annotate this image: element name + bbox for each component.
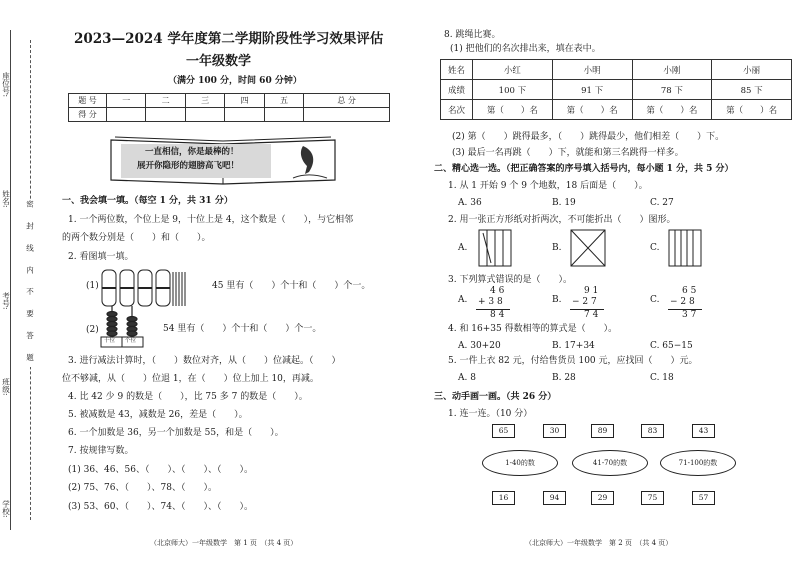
range-oval: 1-40的数 bbox=[482, 450, 558, 476]
question-8-3: (3) 最后一名再跳（ ）下，就能和第三名跳得一样多。 bbox=[452, 148, 684, 158]
rank-cell: 成绩 bbox=[441, 80, 473, 100]
choice-1-b: B. 19 bbox=[552, 198, 576, 208]
question-8-1: (1) 把他们的名次排出来，填在表中。 bbox=[450, 44, 601, 54]
rank-row-names bbox=[441, 60, 792, 80]
choice-4: 4. 和 16+35 得数相等的算式是（ ）。 bbox=[448, 324, 618, 334]
rank-cell: 小红 bbox=[473, 60, 553, 80]
calc-c-line1: 6 5 bbox=[682, 286, 697, 296]
q2-2-text: 54 里有（ ）个十和（ ）个一。 bbox=[163, 324, 322, 334]
number-box: 65 bbox=[492, 424, 515, 438]
rank-cell: 第（ ）名 bbox=[473, 100, 553, 120]
jump-rope-table bbox=[440, 59, 792, 120]
choice-2-c: C. bbox=[650, 243, 660, 253]
seat-label: 座位号: bbox=[1, 72, 11, 98]
section-3-title: 三、动手画一画。（共 26 分） bbox=[434, 392, 557, 402]
score-cell: 三 bbox=[185, 94, 224, 108]
name-label: 姓名: bbox=[1, 190, 11, 208]
section-1-title: 一、我会填一填。（每空 1 分，共 31 分） bbox=[62, 196, 233, 206]
rank-cell: 姓名 bbox=[441, 60, 473, 80]
question-1a: 1. 一个两位数，个位上是 9，十位上是 4，这个数是（ ），与它相邻 bbox=[68, 215, 354, 225]
q2-1-text: 45 里有（ ）个十和（ ）个一。 bbox=[212, 281, 371, 291]
seal-line-text: 密 封 线 内 不 要 答 题 bbox=[25, 200, 35, 367]
folded-x-diagram-b bbox=[570, 229, 606, 267]
score-cell bbox=[304, 108, 390, 122]
score-cell: 二 bbox=[146, 94, 185, 108]
score-value-row bbox=[69, 108, 390, 122]
number-box: 94 bbox=[543, 491, 566, 505]
banner-line-2: 展开你隐形的翅膀高飞吧！ bbox=[137, 161, 240, 171]
score-cell bbox=[146, 108, 185, 122]
rank-row-ranks bbox=[441, 100, 792, 120]
choice-3-b-label: B. bbox=[552, 295, 562, 305]
choice-3-c-label: C. bbox=[650, 295, 660, 305]
question-8-2: (2) 第（ ）跳得最多，（ ）跳得最少，他们相差（ ）下。 bbox=[452, 132, 725, 142]
choice-5-b: B. 28 bbox=[552, 373, 576, 383]
choice-5-c: C. 18 bbox=[650, 373, 674, 383]
choice-2-a: A. bbox=[458, 243, 468, 253]
q2-1-label: (1) bbox=[86, 281, 99, 291]
number-box: 75 bbox=[641, 491, 664, 505]
section-2-title: 二、精心选一选。（把正确答案的序号填入括号内，每小题 1 分，共 5 分） bbox=[434, 164, 734, 174]
rank-cell: 85 下 bbox=[712, 80, 792, 100]
score-cell bbox=[107, 108, 146, 122]
school-label: 学校: bbox=[1, 500, 11, 518]
score-cell: 四 bbox=[225, 94, 264, 108]
choice-2: 2. 用一张正方形纸对折两次，不可能折出（ ）图形。 bbox=[448, 215, 676, 225]
choice-4-c: C. 65−15 bbox=[650, 341, 693, 351]
banner-line-1: 一直相信，你是最棒的！ bbox=[145, 147, 239, 157]
choice-1: 1. 从 1 开始 9 个 9 个地数，18 后面是（ ）。 bbox=[448, 181, 648, 191]
exam-subtitle: 一年级数学 bbox=[186, 54, 252, 69]
choice-2-b: B. bbox=[552, 243, 562, 253]
question-4: 4. 比 42 少 9 的数是（ ），比 75 多 7 的数是（ ）。 bbox=[68, 392, 308, 402]
number-box: 43 bbox=[692, 424, 715, 438]
score-cell bbox=[264, 108, 303, 122]
question-8: 8. 跳绳比赛。 bbox=[444, 30, 501, 40]
question-3a: 3. 进行减法计算时，（ ）数位对齐，从（ ）位减起。（ ） bbox=[68, 356, 341, 366]
binding-margin bbox=[0, 0, 46, 561]
calc-b-line1: 9 1 bbox=[584, 286, 599, 296]
number-box: 30 bbox=[543, 424, 566, 438]
folded-strips-diagram-c bbox=[668, 229, 702, 267]
rank-cell: 第（ ）名 bbox=[712, 100, 792, 120]
link-question-1: 1. 连一连。（10 分） bbox=[448, 409, 533, 419]
question-7: 7. 按规律写数。 bbox=[68, 446, 134, 456]
question-5: 5. 被减数是 43，减数是 26，差是（ ）。 bbox=[68, 410, 248, 420]
rank-cell: 小明 bbox=[552, 60, 632, 80]
encouragement-banner bbox=[107, 134, 339, 186]
rank-cell: 第（ ）名 bbox=[552, 100, 632, 120]
question-3b: 位不够减，从（ ）位退 1，在（ ）位上加上 10，再减。 bbox=[62, 374, 319, 384]
q2-2-label: (2) bbox=[86, 325, 99, 335]
question-2: 2. 看图填一填。 bbox=[68, 252, 134, 262]
choice-5: 5. 一件上衣 82 元，付给售货员 100 元，应找回（ ）元。 bbox=[448, 356, 698, 366]
rank-cell: 第（ ）名 bbox=[632, 100, 712, 120]
exam-note: （满分 100 分，时间 60 分钟） bbox=[168, 76, 302, 86]
calc-a-line3: 8 4 bbox=[490, 310, 505, 320]
choice-3: 3. 下列算式错误的是（ ）。 bbox=[448, 275, 572, 285]
rank-cell: 名次 bbox=[441, 100, 473, 120]
score-header-row bbox=[69, 94, 390, 108]
question-7-1: (1) 36、46、56、（ ）、（ ）、（ ）。 bbox=[68, 465, 253, 475]
score-table bbox=[68, 93, 390, 122]
exam-no-label: 考号: bbox=[1, 292, 11, 310]
rank-cell: 91 下 bbox=[552, 80, 632, 100]
score-cell: 得 分 bbox=[69, 108, 107, 122]
range-oval: 71-100的数 bbox=[660, 450, 736, 476]
range-oval: 41-70的数 bbox=[572, 450, 648, 476]
number-box: 89 bbox=[591, 424, 614, 438]
score-cell bbox=[185, 108, 224, 122]
rank-cell: 100 下 bbox=[473, 80, 553, 100]
calc-b-line3: 7 4 bbox=[584, 310, 599, 320]
abacus-ones-label: 个位 bbox=[125, 338, 137, 344]
choice-5-a: A. 8 bbox=[458, 373, 476, 383]
page-1-footer: （北京师大）一年级数学 第 1 页 （共 4 页） bbox=[150, 539, 298, 547]
choice-4-b: B. 17+34 bbox=[552, 341, 595, 351]
question-6: 6. 一个加数是 36，另一个加数是 55，和是（ ）。 bbox=[68, 428, 284, 438]
score-cell: 一 bbox=[107, 94, 146, 108]
score-cell: 五 bbox=[264, 94, 303, 108]
rank-cell: 小刚 bbox=[632, 60, 712, 80]
class-label: 班级: bbox=[1, 378, 11, 396]
rank-cell: 78 下 bbox=[632, 80, 712, 100]
calc-b-line2: − 2 7 bbox=[572, 297, 597, 307]
score-cell: 题 号 bbox=[69, 94, 107, 108]
number-box: 83 bbox=[641, 424, 664, 438]
page-2-footer: （北京师大）一年级数学 第 2 页 （共 4 页） bbox=[525, 539, 673, 547]
choice-4-a: A. 30+20 bbox=[458, 341, 501, 351]
score-cell: 总 分 bbox=[304, 94, 390, 108]
choice-3-a-label: A. bbox=[458, 295, 468, 305]
calc-a-line2: + 3 8 bbox=[478, 297, 503, 307]
number-box: 57 bbox=[692, 491, 715, 505]
rank-row-scores bbox=[441, 80, 792, 100]
margin-rule bbox=[10, 30, 11, 530]
choice-1-c: C. 27 bbox=[650, 198, 674, 208]
calc-c-line2: − 2 8 bbox=[670, 297, 695, 307]
question-7-2: (2) 75、76、（ ）、78、（ ）。 bbox=[68, 483, 217, 493]
number-box: 29 bbox=[591, 491, 614, 505]
exam-title: 2023—2024 学年度第二学期阶段性学习效果评估 bbox=[74, 31, 384, 47]
open-book-icon bbox=[107, 134, 339, 186]
calc-a-line1: 4 6 bbox=[490, 286, 505, 296]
rank-cell: 小丽 bbox=[712, 60, 792, 80]
number-box: 16 bbox=[492, 491, 515, 505]
calc-c-line3: 3 7 bbox=[682, 310, 697, 320]
choice-1-a: A. 36 bbox=[458, 198, 482, 208]
question-1b: 的两个数分别是（ ）和（ ）。 bbox=[62, 233, 211, 243]
score-cell bbox=[225, 108, 264, 122]
abacus-tens-label: 十位 bbox=[104, 338, 116, 344]
folded-strips-diagram-a bbox=[478, 229, 512, 267]
question-7-3: (3) 53、60、（ ）、74、（ ）、（ ）。 bbox=[68, 502, 253, 512]
